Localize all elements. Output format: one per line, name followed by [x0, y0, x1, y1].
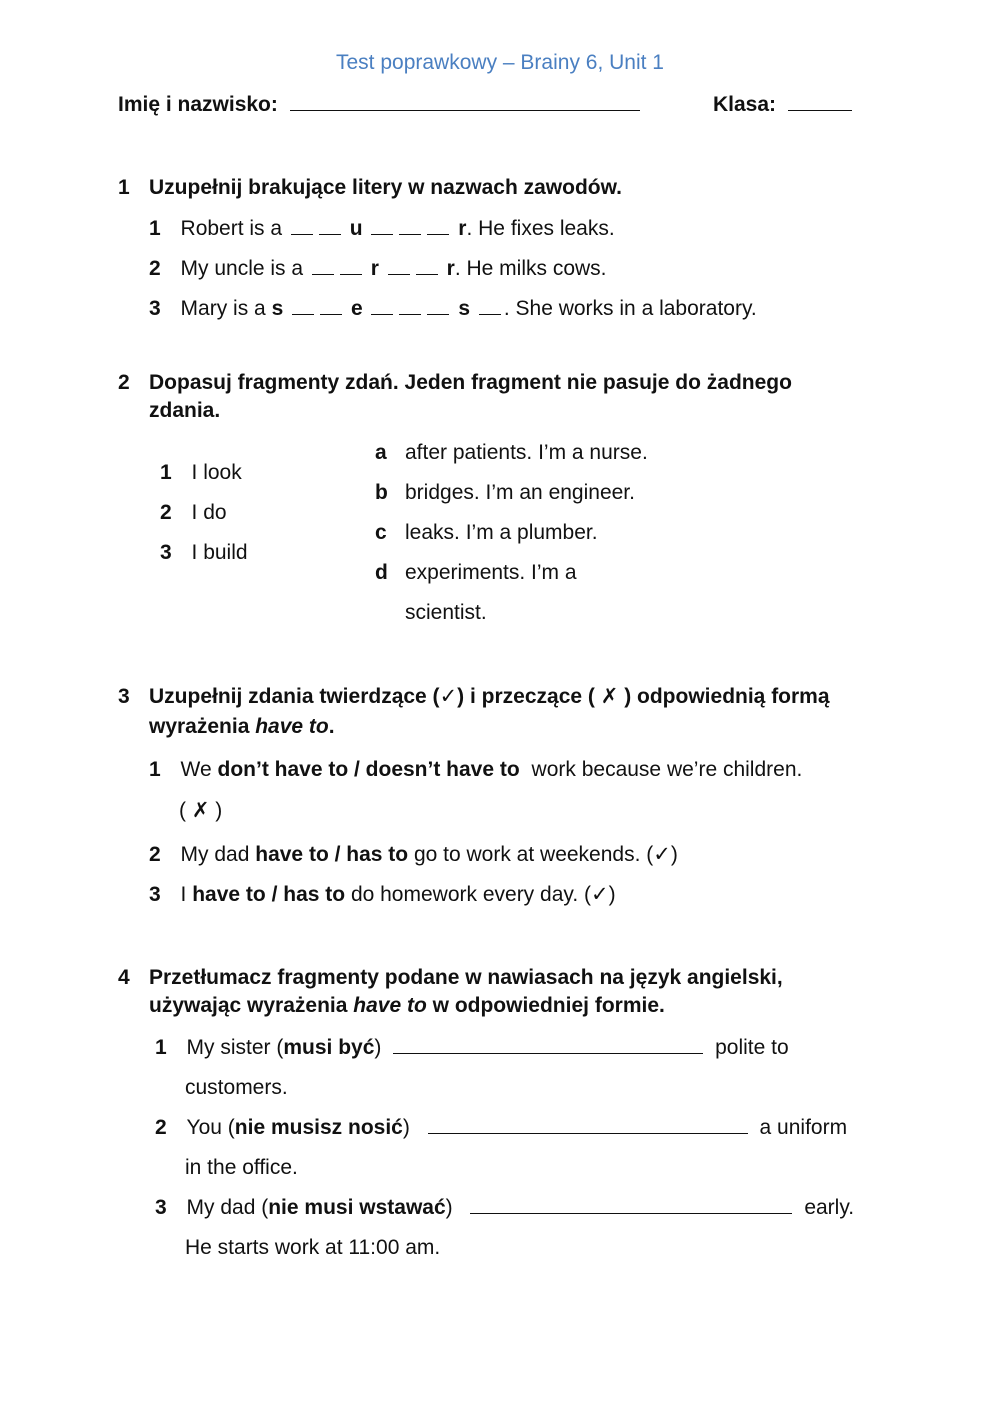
choice-options[interactable]: have to / has to — [255, 843, 409, 866]
s3-item-2: 2 My dad have to / has to go to work at weekends. (✓) — [149, 843, 678, 866]
letter-blank[interactable] — [292, 312, 314, 315]
given-letter: u — [349, 217, 363, 240]
item-number: 3 — [160, 541, 172, 564]
letter-blank[interactable] — [340, 272, 362, 275]
item-number: 1 — [149, 758, 161, 781]
item-number: 1 — [149, 217, 161, 240]
letter-blank[interactable] — [320, 312, 342, 315]
s1-item-3 — [149, 296, 757, 322]
name-label: Imię i nazwisko: — [118, 93, 278, 116]
option-letter: b — [375, 481, 388, 504]
class-row — [713, 92, 852, 118]
section-number: 3 — [118, 685, 130, 708]
section-4-instruction-line2: używając wyrażenia have to w odpowiedniej formie. — [149, 994, 665, 1017]
name-row — [118, 92, 640, 118]
letter-blank[interactable] — [291, 232, 313, 235]
answer-line[interactable] — [428, 1131, 748, 1134]
letter-blank[interactable] — [427, 232, 449, 235]
given-letter: s — [271, 297, 284, 320]
given-letter: s — [458, 297, 470, 320]
item-text: I build — [191, 541, 248, 564]
option-text: leaks. I’m a plumber. — [405, 521, 598, 544]
choice-options[interactable]: don’t have to / doesn’t have to — [217, 758, 520, 781]
name-input-line[interactable] — [290, 108, 640, 111]
option-letter: c — [375, 521, 387, 544]
s3-item-1: 1 We don’t have to / doesn’t have to work because we’re children. — [149, 758, 803, 781]
s4-item-1: 1 My sister (musi być) polite to — [155, 1036, 789, 1059]
item-number: 3 — [155, 1196, 167, 1219]
answer-line[interactable] — [470, 1211, 792, 1214]
option-text: experiments. I’m a — [405, 561, 577, 584]
given-letter: r — [458, 217, 467, 240]
item-number: 3 — [149, 883, 161, 906]
s3-item-1-mark: ( ✗ ) — [179, 799, 223, 822]
letter-blank[interactable] — [388, 272, 410, 275]
section-4-instruction-line1: Przetłumacz fragmenty podane w nawiasach na język angielski, — [149, 966, 783, 989]
letter-blank[interactable] — [371, 312, 393, 315]
item-text: My uncle is a — [180, 257, 304, 280]
option-letter: a — [375, 441, 387, 464]
letter-blank[interactable] — [479, 312, 501, 315]
class-input-line[interactable] — [788, 108, 852, 111]
section-2-instruction-line1: Dopasuj fragmenty zdań. Jeden fragment nie pasuje do żadnego — [149, 371, 792, 394]
section-number: 2 — [118, 371, 130, 394]
item-number: 3 — [149, 297, 161, 320]
item-number: 2 — [149, 257, 161, 280]
answer-line[interactable] — [393, 1051, 703, 1054]
title-text: Test poprawkowy – Brainy 6, Unit 1 — [336, 51, 664, 74]
check-mark-icon: ✓ — [439, 685, 458, 708]
letter-blank[interactable] — [399, 232, 421, 235]
item-text-end: . He milks cows. — [454, 257, 607, 280]
letter-blank[interactable] — [319, 232, 341, 235]
s2-left-2 — [160, 500, 227, 526]
s4-item-3-cont: He starts work at 11:00 am. — [185, 1236, 441, 1259]
letter-blank[interactable] — [371, 232, 393, 235]
section-1-heading — [118, 175, 130, 201]
s2-left-3 — [160, 540, 248, 566]
s3-item-3: 3 I have to / has to do homework every day. (✓) — [149, 883, 616, 906]
section-2-instruction-line2: zdania. — [149, 399, 221, 422]
s2-left-1 — [160, 460, 242, 486]
item-number: 2 — [160, 501, 172, 524]
item-text-end: . He fixes leaks. — [466, 217, 615, 240]
item-number: 2 — [155, 1116, 167, 1139]
letter-blank[interactable] — [399, 312, 421, 315]
section-3-instruction-line1: Uzupełnij zdania twierdzące (✓) i przeczące ( ✗ ) odpowiednią formą — [149, 685, 830, 708]
s4-item-1-cont: customers. — [185, 1076, 288, 1099]
item-text: I look — [191, 461, 242, 484]
given-letter: r — [446, 257, 455, 280]
choice-options[interactable]: have to / has to — [192, 883, 346, 906]
s1-item-1 — [149, 216, 615, 242]
class-label: Klasa: — [713, 93, 777, 116]
s4-item-2-cont: in the office. — [185, 1156, 298, 1179]
letter-blank[interactable] — [427, 312, 449, 315]
letter-blank[interactable] — [312, 272, 334, 275]
item-text: I do — [191, 501, 227, 524]
item-number: 1 — [155, 1036, 167, 1059]
given-letter: e — [350, 297, 363, 320]
section-number: 1 — [118, 176, 130, 199]
option-text: bridges. I’m an engineer. — [405, 481, 635, 504]
section-3-instruction-line2: wyrażenia have to. — [149, 715, 335, 738]
item-text: Mary is a — [180, 297, 266, 320]
cross-mark-icon: ✗ — [600, 685, 619, 708]
given-letter: r — [370, 257, 379, 280]
s4-item-3: 3 My dad (nie musi wstawać) early. — [155, 1196, 855, 1219]
letter-blank[interactable] — [416, 272, 438, 275]
option-text: after patients. I’m a nurse. — [405, 441, 648, 464]
s1-item-2 — [149, 256, 607, 282]
s4-item-2: 2 You (nie musisz nosić) a uniform — [155, 1116, 848, 1139]
option-text-cont: scientist. — [405, 601, 487, 624]
item-number: 2 — [149, 843, 161, 866]
section-number: 4 — [118, 966, 130, 989]
section-1-instruction: Uzupełnij brakujące litery w nazwach zawodów. — [149, 176, 623, 199]
page-title — [0, 50, 1000, 76]
option-letter: d — [375, 561, 388, 584]
item-number: 1 — [160, 461, 172, 484]
item-text: Robert is a — [180, 217, 283, 240]
item-text-end: . She works in a laboratory. — [503, 297, 757, 320]
